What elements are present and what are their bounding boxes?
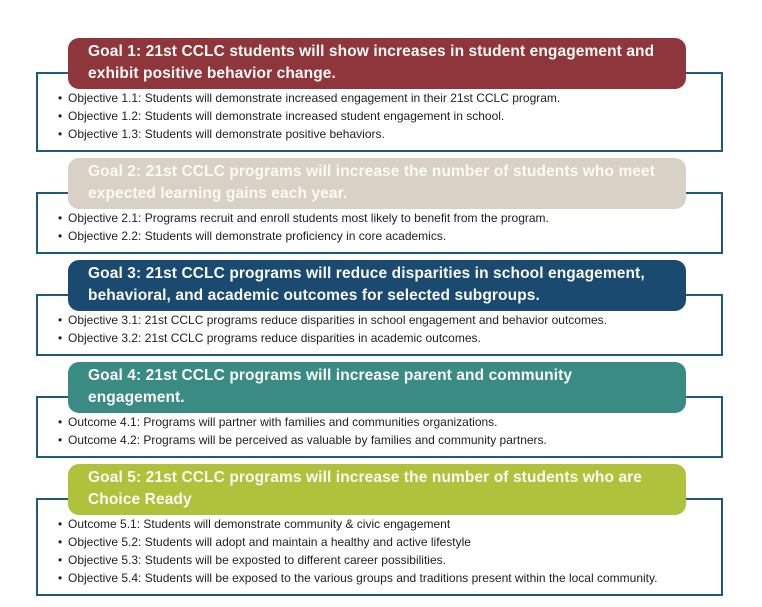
objective-item xyxy=(58,210,709,226)
objective-text: Objective 3.2: 21st CCLC programs reduce disparities in academic outcomes. xyxy=(68,331,481,345)
goal-2-header: Goal 2: 21st CCLC programs will increase the number of students who meet expected learning gains each year. xyxy=(68,158,686,209)
objective-item xyxy=(58,90,709,106)
goal-4-section xyxy=(36,362,723,458)
bullet-icon: • xyxy=(58,91,63,105)
bullet-icon: • xyxy=(58,211,63,225)
objective-item xyxy=(58,552,709,568)
goal-4-header: Goal 4: 21st CCLC programs will increase parent and community engagement. xyxy=(68,362,686,413)
objective-text: Objective 1.1: Students will demonstrate increased engagement in their 21st CCLC program. xyxy=(68,91,561,105)
goal-1-objectives-list xyxy=(58,90,709,142)
objective-item xyxy=(58,516,709,532)
goal-2-objectives-list xyxy=(58,210,709,244)
goal-2-section xyxy=(36,158,723,254)
objective-text: Objective 5.3: Students will be exposted to different career possibilities. xyxy=(68,553,446,567)
bullet-icon: • xyxy=(58,127,63,141)
objective-item xyxy=(58,570,709,586)
objective-item xyxy=(58,330,709,346)
objective-text: Objective 2.1: Programs recruit and enroll students most likely to benefit from the program. xyxy=(68,211,549,225)
objective-item xyxy=(58,312,709,328)
objective-text: Objective 3.1: 21st CCLC programs reduce disparities in school engagement and behavior outcomes. xyxy=(68,313,607,327)
bullet-icon: • xyxy=(58,517,63,531)
goal-3-header: Goal 3: 21st CCLC programs will reduce disparities in school engagement, behavioral, and academic outcomes for selected subgroups. xyxy=(68,260,686,311)
goal-5-section xyxy=(36,464,723,596)
objective-text: Objective 2.2: Students will demonstrate proficiency in core academics. xyxy=(68,229,447,243)
objective-text: Outcome 5.1: Students will demonstrate community & civic engagement xyxy=(68,517,451,531)
bullet-icon: • xyxy=(58,331,63,345)
objective-text: Objective 5.2: Students will adopt and maintain a healthy and active lifestyle xyxy=(68,535,471,549)
goal-4-outcomes-list xyxy=(58,414,709,448)
bullet-icon: • xyxy=(58,109,63,123)
objective-item xyxy=(58,228,709,244)
objective-text: Outcome 4.2: Programs will be perceived as valuable by families and community partners. xyxy=(68,433,547,447)
objective-item xyxy=(58,108,709,124)
bullet-icon: • xyxy=(58,535,63,549)
bullet-icon: • xyxy=(58,229,63,243)
bullet-icon: • xyxy=(58,553,63,567)
objective-text: Objective 5.4: Students will be exposed to the various groups and traditions present within the local community. xyxy=(68,571,658,585)
objective-item xyxy=(58,126,709,142)
objective-item xyxy=(58,414,709,430)
objective-item xyxy=(58,432,709,448)
bullet-icon: • xyxy=(58,415,63,429)
objective-text: Objective 1.2: Students will demonstrate increased student engagement in school. xyxy=(68,109,505,123)
goal-3-section xyxy=(36,260,723,356)
bullet-icon: • xyxy=(58,571,63,585)
goal-1-section xyxy=(36,38,723,152)
bullet-icon: • xyxy=(58,433,63,447)
goal-1-header: Goal 1: 21st CCLC students will show increases in student engagement and exhibit positive behavior change. xyxy=(68,38,686,89)
bullet-icon: • xyxy=(58,313,63,327)
objective-item xyxy=(58,534,709,550)
goal-3-objectives-list xyxy=(58,312,709,346)
objective-text: Objective 1.3: Students will demonstrate positive behaviors. xyxy=(68,127,385,141)
goal-5-header: Goal 5: 21st CCLC programs will increase the number of students who are Choice Ready xyxy=(68,464,686,515)
objective-text: Outcome 4.1: Programs will partner with families and communities organizations. xyxy=(68,415,498,429)
goal-5-objectives-list xyxy=(58,516,709,586)
